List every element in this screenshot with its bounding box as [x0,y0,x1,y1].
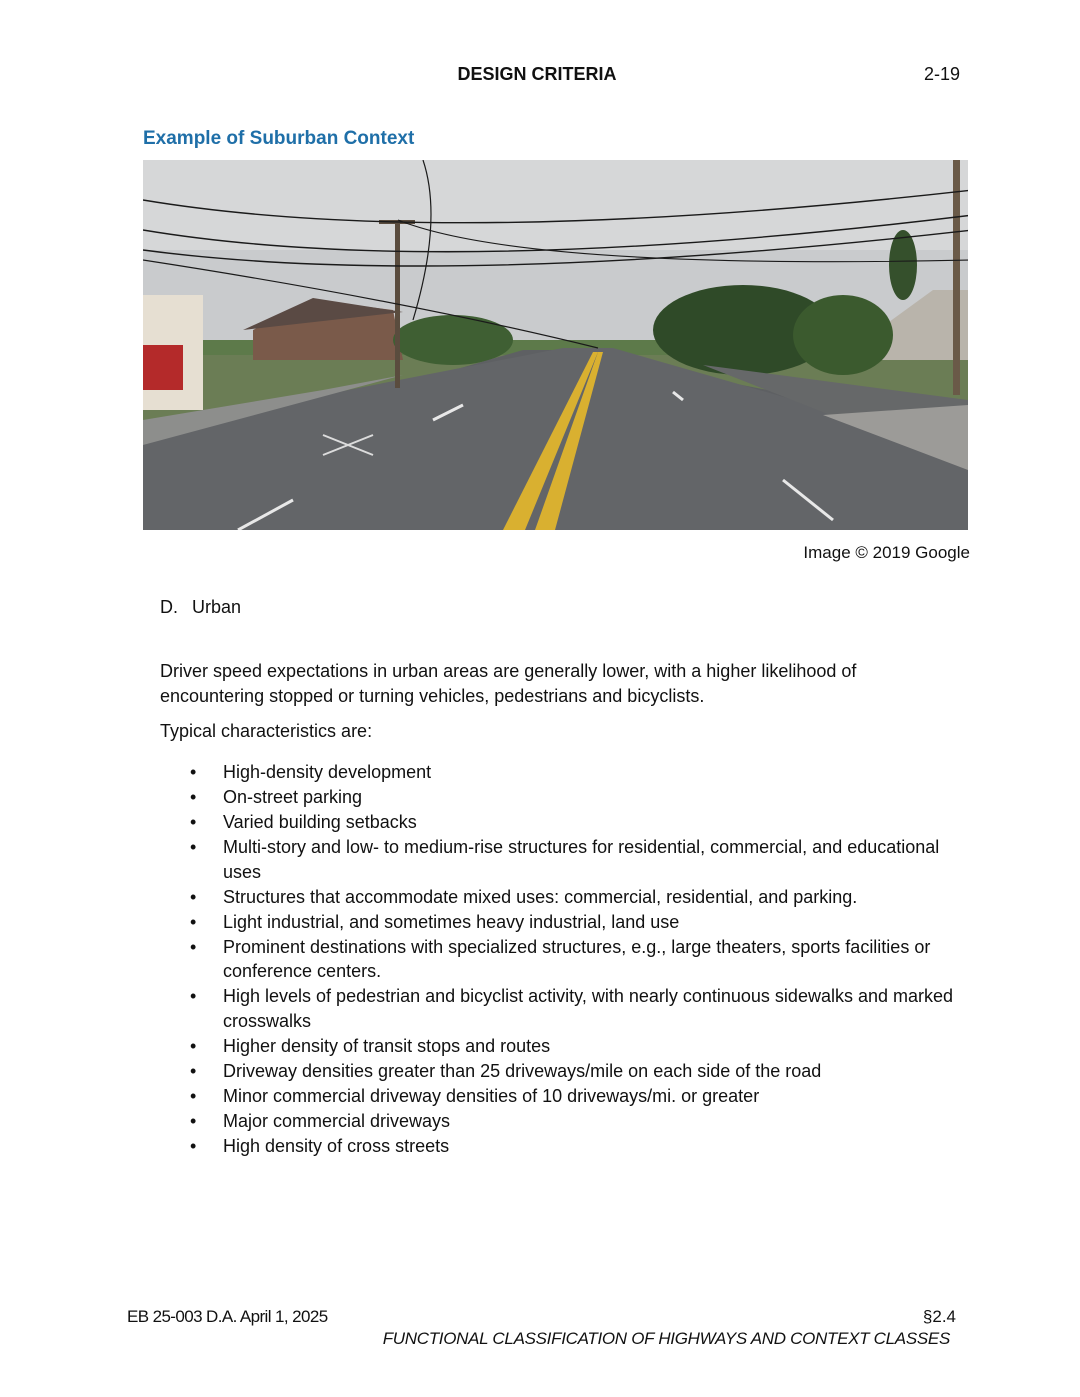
list-item [160,785,960,810]
bullet-icon: • [190,986,197,1006]
list-item [160,760,960,785]
list-item-text: Driveway densities greater than 25 driveways/mile on each side of the road [223,1060,822,1081]
footer-chapter-title: FUNCTIONAL CLASSIFICATION OF HIGHWAYS AND CONTEXT CLASSES [382,1329,950,1348]
bullet-icon: • [190,1110,197,1131]
list-item-text: Light industrial, and sometimes heavy industrial, land use [223,911,680,932]
street-scene-illustration [143,160,968,530]
characteristics-list [160,760,960,1159]
list-item [160,1034,960,1059]
suburban-street-photo [143,160,968,530]
bullet-icon: • [190,1085,197,1106]
list-item-text: High density of cross streets [223,1135,450,1156]
list-item [160,1084,960,1109]
section-letter: D. [160,597,178,617]
list-item-text: Prominent destinations with specialized structures, e.g., large theaters, sports facilities or conference centers. [223,936,931,981]
list-item [160,984,960,1033]
body-paragraph: Driver speed expectations in urban areas are generally lower, with a higher likelihood of encountering stopped or turning vehicles, pedestrians and bicyclists. [160,661,857,706]
bullet-icon: • [190,1135,197,1156]
list-intro: Typical characteristics are: [160,721,373,741]
list-item [160,810,960,835]
bullet-icon: • [190,911,197,932]
bullet-icon: • [190,837,197,857]
bullet-icon: • [190,1060,197,1081]
list-item [160,835,960,884]
list-item [160,885,960,910]
list-item-text: Major commercial driveways [223,1110,451,1131]
header-title: DESIGN CRITERIA [457,64,617,84]
list-item-text: Higher density of transit stops and routes [223,1035,551,1056]
list-item [160,1109,960,1134]
section-title: Urban [192,597,242,617]
list-item-text: High levels of pedestrian and bicyclist activity, with nearly continuous sidewalks and marked crosswalks [223,986,954,1031]
bullet-icon: • [190,812,197,832]
figure-caption: Example of Suburban Context [143,128,415,149]
image-credit: Image © 2019 Google [803,543,970,562]
page-number: 2-19 [923,64,960,84]
list-item [160,910,960,935]
list-item [160,1134,960,1159]
list-item-text: Multi-story and low- to medium-rise structures for residential, commercial, and educational uses [223,837,940,882]
section-heading [160,597,241,618]
list-item-text: On-street parking [223,787,363,807]
list-item-text: Minor commercial driveway densities of 10 driveways/mi. or greater [223,1085,760,1106]
list-item-text: Varied building setbacks [223,812,417,832]
bullet-icon: • [190,936,197,957]
footer-section-ref: §2.4 [922,1307,956,1326]
bullet-icon: • [190,787,197,807]
list-item [160,1059,960,1084]
list-item [160,935,960,984]
list-item-text: Structures that accommodate mixed uses: commercial, residential, and parking. [223,886,858,907]
footer-document-id: EB 25-003 D.A. April 1, 2025 [127,1307,328,1326]
bullet-icon: • [190,762,197,782]
bullet-icon: • [190,1035,197,1056]
bullet-icon: • [190,886,197,907]
list-item-text: High-density development [223,762,432,782]
